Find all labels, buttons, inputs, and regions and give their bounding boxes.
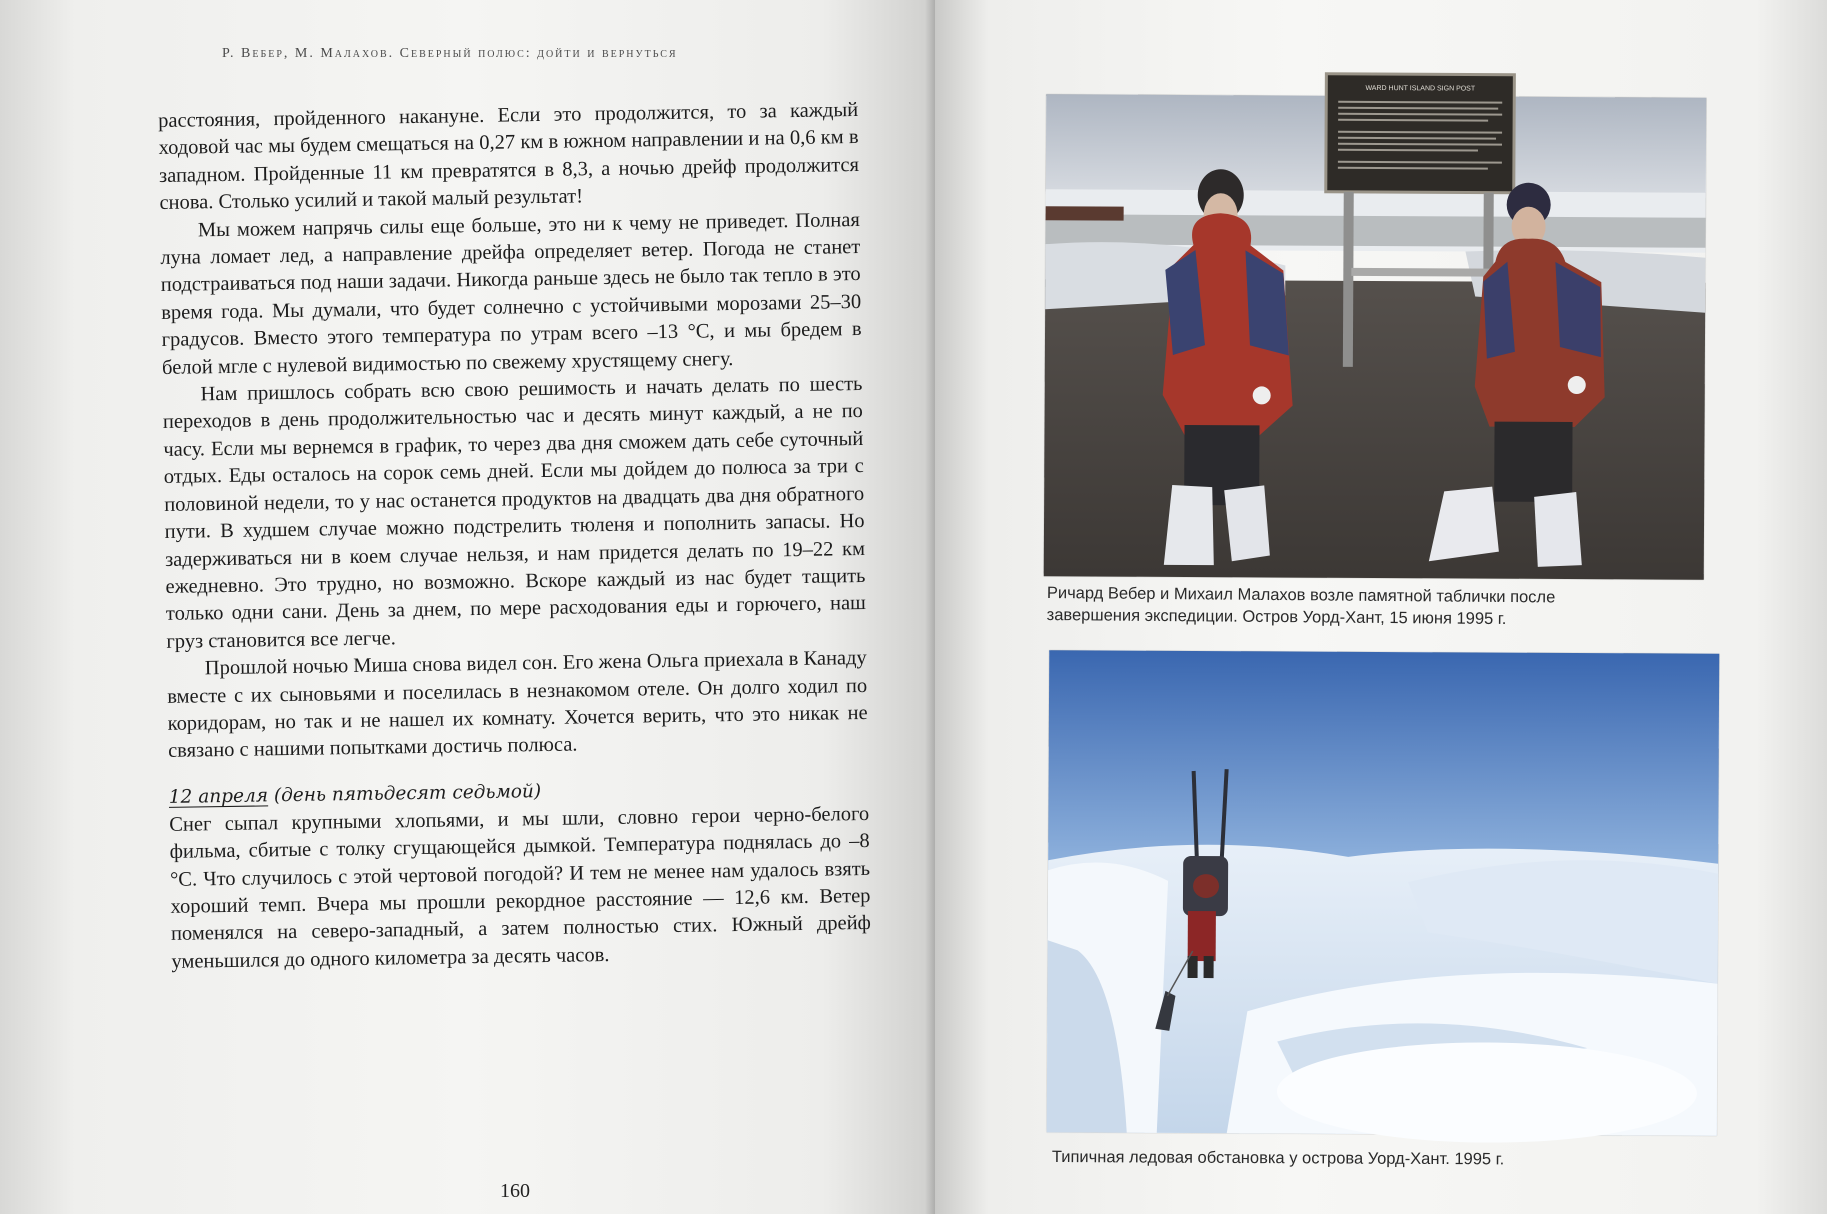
photo-pack-ice — [1047, 650, 1720, 1136]
diary-entry-text: Снег сыпал крупными хлопьями, и мы шли, словно герои черно-белого фильма, сбитые с толку сгущающейся дымкой. Температура поднялась до –8 °С. Что случилось с этой чертовой погодой? И тем не менее нам удалось взять хороший темп. Вчера мы прошли рекордное расстояние — 12,6 км. Ветер поменялся на северо-западный, а затем полностью стих. Южный дрейф уменьшился до одного километра за десять часов. — [169, 802, 872, 973]
photo-caption: Типичная ледовая обстановка у острова Уорд-Хант. 1995 г. — [1051, 1148, 1505, 1169]
entry-day: (день пятьдесят седьмой) — [273, 780, 542, 807]
paragraph: Прошлой ночью Миша снова видел сон. Его жена Ольга приехала в Канаду вместе с их сыновьями и поселилась в незнакомом отеле. Он долго ходил по коридорам, но так и не нашел их комнату. Хочется верить, что это никак не связано с нашими попытками достичь полюса. — [167, 647, 868, 763]
paragraph: Мы можем напрячь силы еще больше, это ни к чему не приведет. Полная луна ломает лед, а направление дрейфа определяет ветер. Погода не станет подстраиваться под наши задачи. Никогда раньше здесь не было так тепло в это время года. Мы думали, что будет солнечно с устойчивыми морозами 25–30 градусов. Вместо этого температура по утрам всего –13 °С, и мы бредем в белой мгле с нулевой видимостью по свежему хрустящему снегу. — [160, 208, 862, 379]
paragraph: расстояния, пройденного накануне. Если это продолжится, то за каждый ходовой час мы будем смещаться на 0,27 км в южном направлении и на 0,6 км в западном. Пройденные 11 км превратятся в 8,3, а ночью дрейф продолжится снова. Столько усилий и такой малый результат! — [158, 99, 860, 215]
sign-title: WARD HUNT ISLAND SIGN POST — [1365, 84, 1476, 93]
paragraph: Нам пришлось собрать всю свою решимость и начать делать по шесть переходов в день продолжительностью час и десять минут каждый, а не по часу. Если мы вернемся в график, то через два дня сможем дать себе суточный отдых. Еды осталось на сорок семь дней. Если мы дойдем до полюса за три с половиной недели, то у нас останется продуктов на двадцать два дня обратного пути. В худшем случае можно подстрелить тюленя и пополнить запасы. Но задерживаться ни в коем случае нельзя, и нам придется делать по 19–22 км ежедневно. Это трудно, но возможно. Вскоре каждый из нас будет тащить только одни сани. День за днем, по мере расходования еды и горючего, наш груз становится все легче. — [162, 373, 867, 653]
entry-date: 12 апреля — [168, 785, 269, 808]
page-number: 160 — [500, 1180, 530, 1202]
running-head: Р. Вебер, М. Малахов. Северный полюс: дойти и вернуться — [222, 46, 678, 61]
photo-expedition-members — [1044, 84, 1707, 579]
photo-caption: Ричард Вебер и Михаил Малахов возле памятной таблички после завершения экспедиции. Остров Уорд-Хант, 15 июня 1995 г. — [1046, 583, 1556, 629]
body-text — [158, 97, 872, 976]
